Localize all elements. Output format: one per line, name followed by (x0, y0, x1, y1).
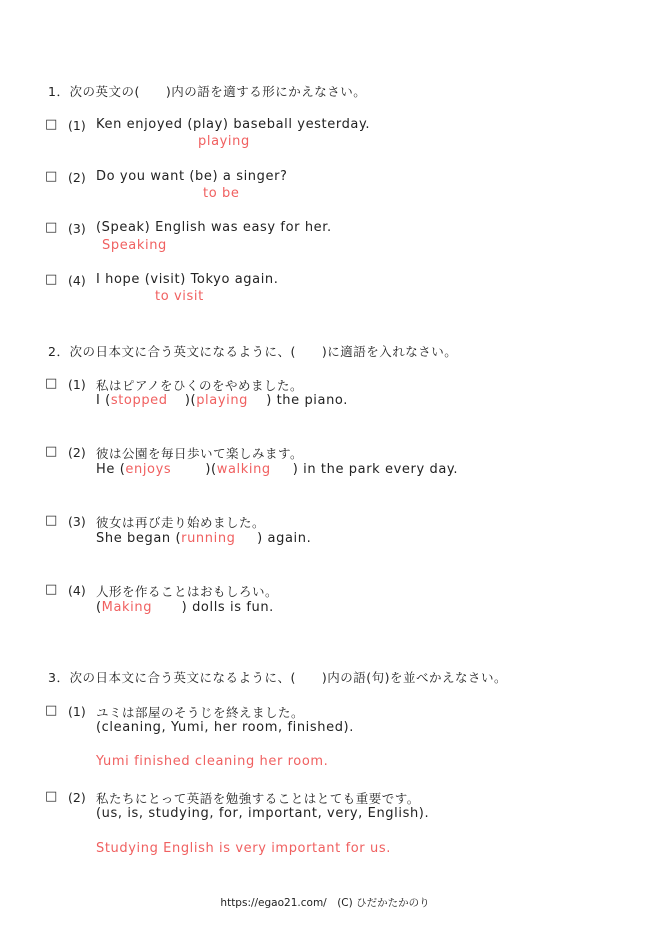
section-2-heading: 2．次の日本文に合う英文になるように、( )に適語を入れなさい。 (48, 344, 458, 359)
checkbox-2-4[interactable]: □ (45, 582, 58, 597)
sentence-post: ) again. (257, 531, 312, 546)
question-text: Ken enjoyed (play) baseball yesterday. (96, 117, 371, 132)
answer-blank-2: playing (196, 393, 249, 408)
checkbox-2-2[interactable]: □ (45, 444, 58, 459)
checkbox-1-4[interactable]: □ (45, 272, 58, 287)
sentence-mid: )( (184, 393, 197, 408)
answer-text: playing (198, 134, 250, 149)
checkbox-2-1[interactable]: □ (45, 376, 58, 391)
checkbox-1-1[interactable]: □ (45, 117, 58, 132)
sentence-post: ) dolls is fun. (181, 600, 274, 615)
question-number: (2) (68, 445, 86, 460)
checkbox-2-3[interactable]: □ (45, 513, 58, 528)
answer-blank-1: enjoys (125, 462, 172, 477)
question-number: (4) (68, 583, 86, 598)
sentence-pre: I ( (96, 393, 111, 408)
sentence-post: ) in the park every day. (292, 462, 459, 477)
section-3-heading: 3．次の日本文に合う英文になるように、( )内の語(句)を並べかえなさい。 (48, 670, 507, 685)
answer-blank-1: Making (101, 600, 153, 615)
sentence-mid: )( (205, 462, 217, 477)
answer-text: Studying English is very important for us. (96, 841, 391, 856)
answer-blank-2: walking (216, 462, 271, 477)
question-text: I hope (visit) Tokyo again. (96, 272, 279, 287)
question-number: (1) (68, 704, 86, 719)
fill-in-sentence (96, 462, 458, 477)
fill-in-sentence (96, 531, 311, 546)
section-1-heading: 1．次の英文の( )内の語を適する形にかえなさい。 (48, 84, 367, 99)
japanese-sentence: 人形を作ることはおもしろい。 (96, 584, 279, 599)
japanese-sentence: 彼女は再び走り始めました。 (96, 515, 266, 530)
answer-text: Yumi finished cleaning her room. (96, 754, 329, 769)
footer-credit: https://egao21.com/ (C) ひだかたかのり (220, 897, 430, 909)
question-number: (3) (68, 221, 86, 236)
question-text: (Speak) English was easy for her. (96, 220, 332, 235)
fill-in-sentence (96, 600, 274, 615)
checkbox-3-1[interactable]: □ (45, 703, 58, 718)
fill-in-sentence (96, 393, 348, 408)
question-number: (1) (68, 377, 86, 392)
answer-text: to visit (155, 289, 204, 304)
japanese-sentence: 彼は公園を毎日歩いて楽しみます。 (96, 446, 304, 461)
question-number: (3) (68, 514, 86, 529)
checkbox-1-2[interactable]: □ (45, 169, 58, 184)
japanese-sentence: 私はピアノをひくのをやめました。 (96, 378, 304, 393)
answer-blank-1: running (181, 531, 236, 546)
sentence-pre: She began ( (96, 531, 182, 546)
japanese-sentence: 私たちにとって英語を勉強することはとても重要です。 (96, 791, 420, 806)
question-number: (1) (68, 118, 86, 133)
answer-blank-1: stopped (110, 393, 168, 408)
question-number: (2) (68, 790, 86, 805)
question-text: Do you want (be) a singer? (96, 169, 288, 184)
sentence-post: ) the piano. (266, 393, 348, 408)
sentence-pre: He ( (96, 462, 126, 477)
question-number: (2) (68, 170, 86, 185)
answer-text: to be (203, 186, 240, 201)
japanese-sentence: ユミは部屋のそうじを終えました。 (96, 705, 305, 720)
word-list: (cleaning, Yumi, her room, finished). (96, 720, 354, 735)
answer-text: Speaking (102, 238, 167, 253)
question-number: (4) (68, 273, 86, 288)
checkbox-1-3[interactable]: □ (45, 220, 58, 235)
checkbox-3-2[interactable]: □ (45, 789, 58, 804)
sentence-pre: ( (96, 600, 102, 615)
word-list: (us, is, studying, for, important, very, English). (96, 806, 430, 821)
